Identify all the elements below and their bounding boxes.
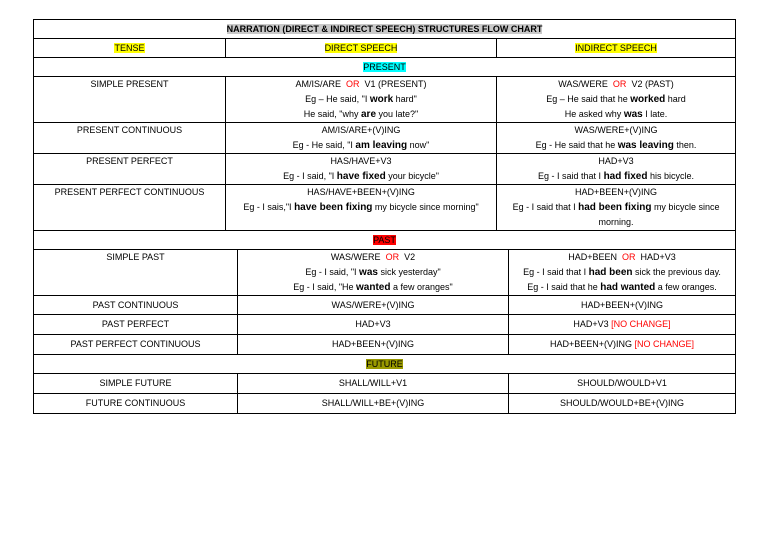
example: Eg - I said, "I have fixed your bicycle": [283, 171, 439, 182]
direct-cell: [226, 154, 497, 185]
table-row: [34, 77, 736, 123]
example: Eg - I said that I had fixed his bicycle.: [538, 171, 694, 182]
tense-cell: PAST PERFECT CONTINUOUS: [34, 335, 238, 355]
chart-title: NARRATION (DIRECT & INDIRECT SPEECH) STRUCTURES FLOW CHART: [226, 24, 543, 34]
formula: HAS/HAVE+V3: [330, 156, 392, 166]
no-change-note: [NO CHANGE]: [611, 319, 671, 329]
example: Eg - He said that he was leaving then.: [535, 140, 697, 151]
tense-cell: SIMPLE PAST: [34, 250, 238, 296]
indirect-cell: SHOULD/WOULD+BE+(V)ING: [509, 394, 736, 414]
direct-cell: HAD+V3: [238, 315, 509, 335]
tense-cell: FUTURE CONTINUOUS: [34, 394, 238, 414]
formula: AM/IS/ARE OR V1 (PRESENT): [295, 79, 427, 89]
title-row: [34, 20, 736, 39]
no-change-note: [NO CHANGE]: [634, 339, 695, 349]
table-row: [34, 296, 736, 315]
example: Eg - I sais,"I have been fixing my bicycle since morning": [243, 202, 479, 213]
formula: AM/IS/ARE+(V)ING: [321, 125, 401, 135]
indirect-cell: HAD+BEEN+(V)ING [NO CHANGE]: [509, 335, 736, 355]
table-row: [34, 123, 736, 154]
indirect-cell: [509, 250, 736, 296]
header-indirect: INDIRECT SPEECH: [575, 43, 657, 53]
section-present: PRESENT: [363, 62, 406, 72]
table-row: [34, 250, 736, 296]
tense-cell: PRESENT CONTINUOUS: [34, 123, 226, 154]
example: Eg - I said that I had been fixing my bicycle since morning.: [512, 202, 720, 227]
tense-cell: SIMPLE PRESENT: [34, 77, 226, 123]
example: Eg - I said, "He wanted a few oranges": [293, 282, 453, 293]
direct-cell: [226, 123, 497, 154]
direct-cell: [226, 77, 497, 123]
or-word: OR: [612, 79, 627, 89]
tense-cell: PRESENT PERFECT CONTINUOUS: [34, 185, 226, 231]
tense-cell: SIMPLE FUTURE: [34, 374, 238, 394]
table-row: [34, 154, 736, 185]
example: Eg - He said, "I am leaving now": [292, 140, 430, 151]
narration-table-lower: [33, 230, 736, 414]
indirect-cell: [497, 154, 736, 185]
formula: WAS/WERE OR V2 (PAST): [558, 79, 674, 89]
table-row: [34, 335, 736, 355]
narration-chart: [33, 19, 735, 414]
table-row: [34, 315, 736, 335]
or-word: OR: [346, 79, 360, 89]
direct-cell: [238, 250, 509, 296]
indirect-cell: [497, 185, 736, 231]
narration-table: [33, 19, 736, 231]
example: He asked why was I late.: [564, 109, 668, 120]
tense-cell: PAST CONTINUOUS: [34, 296, 238, 315]
tense-cell: PRESENT PERFECT: [34, 154, 226, 185]
indirect-cell: SHOULD/WOULD+V1: [509, 374, 736, 394]
indirect-cell: [497, 123, 736, 154]
example: Eg - I said, "I was sick yesterday": [305, 267, 441, 278]
tense-cell: PAST PERFECT: [34, 315, 238, 335]
indirect-cell: HAD+V3 [NO CHANGE]: [509, 315, 736, 335]
example: Eg – He said that he worked hard: [546, 94, 686, 105]
or-word: OR: [622, 252, 636, 262]
table-row: [34, 185, 736, 231]
example: Eg – He said, "I work hard": [305, 94, 417, 105]
example: He said, "why are you late?": [303, 109, 419, 120]
direct-cell: SHALL/WILL+V1: [238, 374, 509, 394]
formula: WAS/WERE OR V2: [330, 252, 416, 262]
formula: HAD+V3: [598, 156, 634, 166]
direct-cell: WAS/WERE+(V)ING: [238, 296, 509, 315]
header-tense: TENSE: [114, 43, 145, 53]
or-word: OR: [385, 252, 400, 262]
indirect-cell: HAD+BEEN+(V)ING: [509, 296, 736, 315]
section-past: PAST: [373, 235, 396, 245]
indirect-cell: [497, 77, 736, 123]
header-direct: DIRECT SPEECH: [324, 43, 398, 53]
formula: WAS/WERE+(V)ING: [574, 125, 658, 135]
section-past-row: [34, 231, 736, 250]
formula: HAD+BEEN+(V)ING: [575, 187, 658, 197]
formula: HAS/HAVE+BEEN+(V)ING: [307, 187, 415, 197]
header-row: [34, 39, 736, 58]
example: Eg - I said that he had wanted a few oranges.: [527, 282, 717, 293]
direct-cell: HAD+BEEN+(V)ING: [238, 335, 509, 355]
table-row: [34, 394, 736, 414]
direct-cell: SHALL/WILL+BE+(V)ING: [238, 394, 509, 414]
section-future-row: [34, 355, 736, 374]
section-present-row: [34, 58, 736, 77]
section-future: FUTURE: [366, 359, 403, 369]
example: Eg - I said that I had been sick the previous day.: [523, 267, 721, 278]
direct-cell: [226, 185, 497, 231]
table-row: [34, 374, 736, 394]
formula: HAD+BEEN OR HAD+V3: [568, 252, 676, 262]
